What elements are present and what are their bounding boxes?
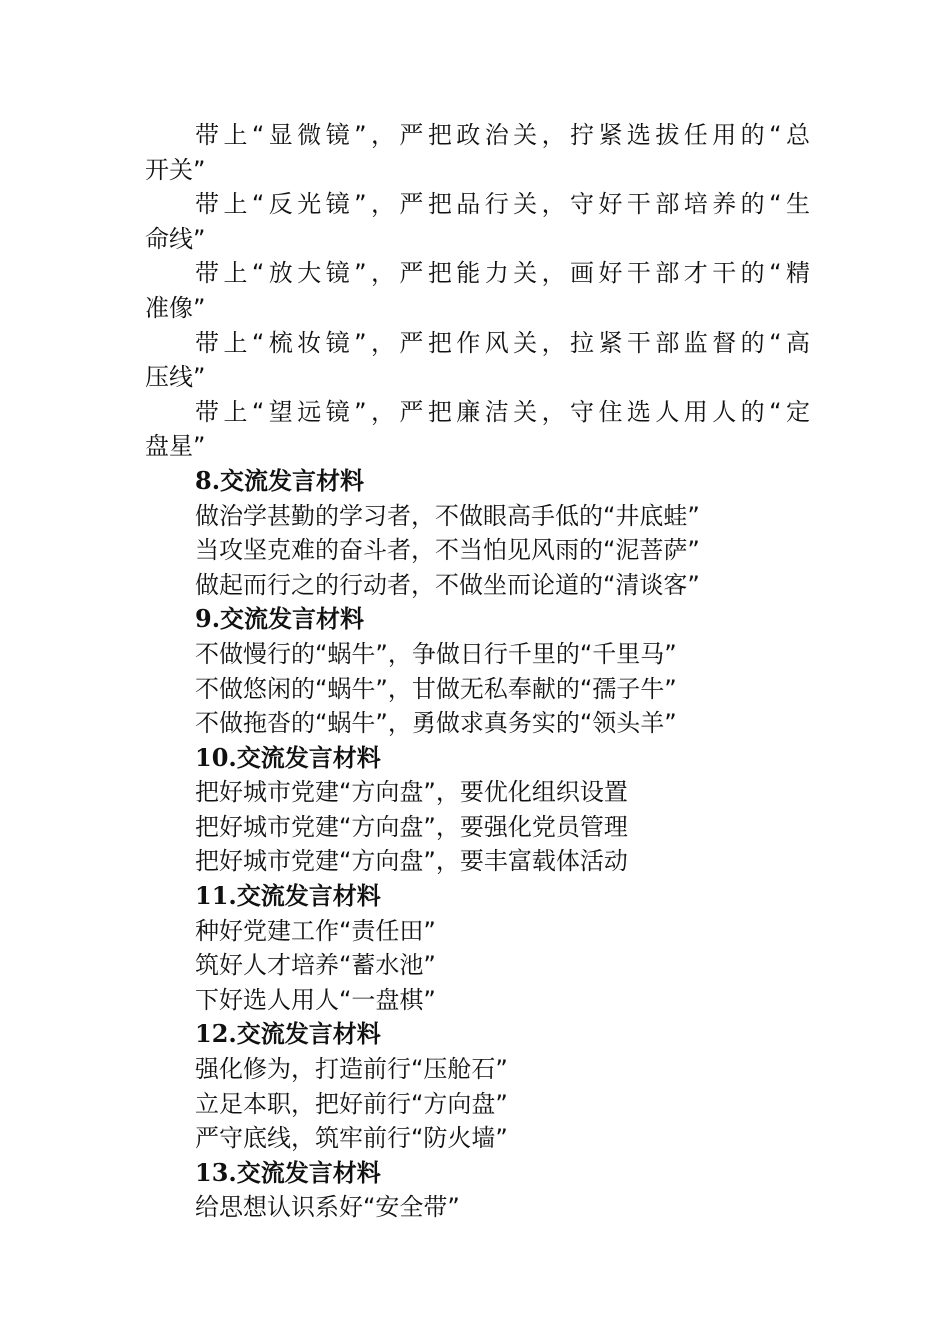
section-line: 给思想认识系好“安全带”: [195, 1193, 460, 1222]
section-heading: 8.交流发言材料: [195, 465, 365, 495]
section-heading: 11.交流发言材料: [195, 881, 381, 911]
section-heading: 10.交流发言材料: [195, 742, 381, 772]
intro-item: [145, 256, 810, 325]
section-line: 不做悠闲的“蜗牛”，甘做无私奉献的“孺子牛”: [195, 674, 677, 703]
section-line: 不做拖沓的“蜗牛”，勇做求真务实的“领头羊”: [195, 709, 677, 738]
intro-item: [145, 395, 810, 464]
intro-item-continuation: 准像”: [145, 293, 206, 322]
intro-item-line: 带上“梳妆镜”，严把作风关，拉紧干部监督的“高: [195, 328, 810, 357]
section-line: 不做慢行的“蜗牛”，争做日行千里的“千里马”: [195, 639, 677, 668]
section-heading: 9.交流发言材料: [195, 604, 365, 634]
section-line: 立足本职，把好前行“方向盘”: [195, 1089, 508, 1118]
intro-item-continuation: 开关”: [145, 155, 206, 184]
intro-item: [145, 187, 810, 256]
section-line: 强化修为，打造前行“压舱石”: [195, 1055, 508, 1084]
section-line: 种好党建工作“责任田”: [195, 916, 436, 945]
intro-item-line: 带上“望远镜”，严把廉洁关，守住选人用人的“定: [195, 397, 810, 426]
intro-item: [145, 118, 810, 187]
intro-item-continuation: 命线”: [145, 224, 206, 253]
section-8: [145, 464, 810, 602]
intro-item-line: 带上“显微镜”，严把政治关，拧紧选拔任用的“总: [195, 121, 810, 149]
intro-item-line: 带上“放大镜”，严把能力关，画好干部才干的“精: [195, 259, 810, 288]
section-line: 严守底线，筑牢前行“防火墙”: [195, 1124, 508, 1153]
section-line: 下好选人用人“一盘棋”: [195, 985, 436, 1014]
section-line: 筑好人才培养“蓄水池”: [195, 951, 436, 980]
intro-item-continuation: 压线”: [145, 363, 206, 392]
section-line: 当攻坚克难的奋斗者，不当怕见风雨的“泥菩萨”: [195, 536, 700, 565]
intro-item-line: 带上“反光镜”，严把品行关，守好干部培养的“生: [195, 190, 810, 219]
section-heading: 13.交流发言材料: [195, 1157, 381, 1187]
section-heading: 12.交流发言材料: [195, 1019, 381, 1049]
section-line: 把好城市党建“方向盘”，要丰富载体活动: [195, 847, 628, 876]
section-10: [145, 741, 810, 879]
section-9: [145, 602, 810, 740]
intro-item: [145, 326, 810, 395]
section-line: 做起而行之的行动者，不做坐而论道的“清谈客”: [195, 570, 700, 599]
section-line: 做治学甚勤的学习者，不做眼高手低的“井底蛙”: [195, 501, 700, 530]
document-body: [145, 118, 810, 1225]
section-line: 把好城市党建“方向盘”，要优化组织设置: [195, 778, 628, 807]
section-line: 把好城市党建“方向盘”，要强化党员管理: [195, 812, 628, 841]
section-11: [145, 879, 810, 1017]
section-12: [145, 1017, 810, 1155]
section-13: [145, 1156, 810, 1225]
intro-item-continuation: 盘星”: [145, 432, 206, 461]
